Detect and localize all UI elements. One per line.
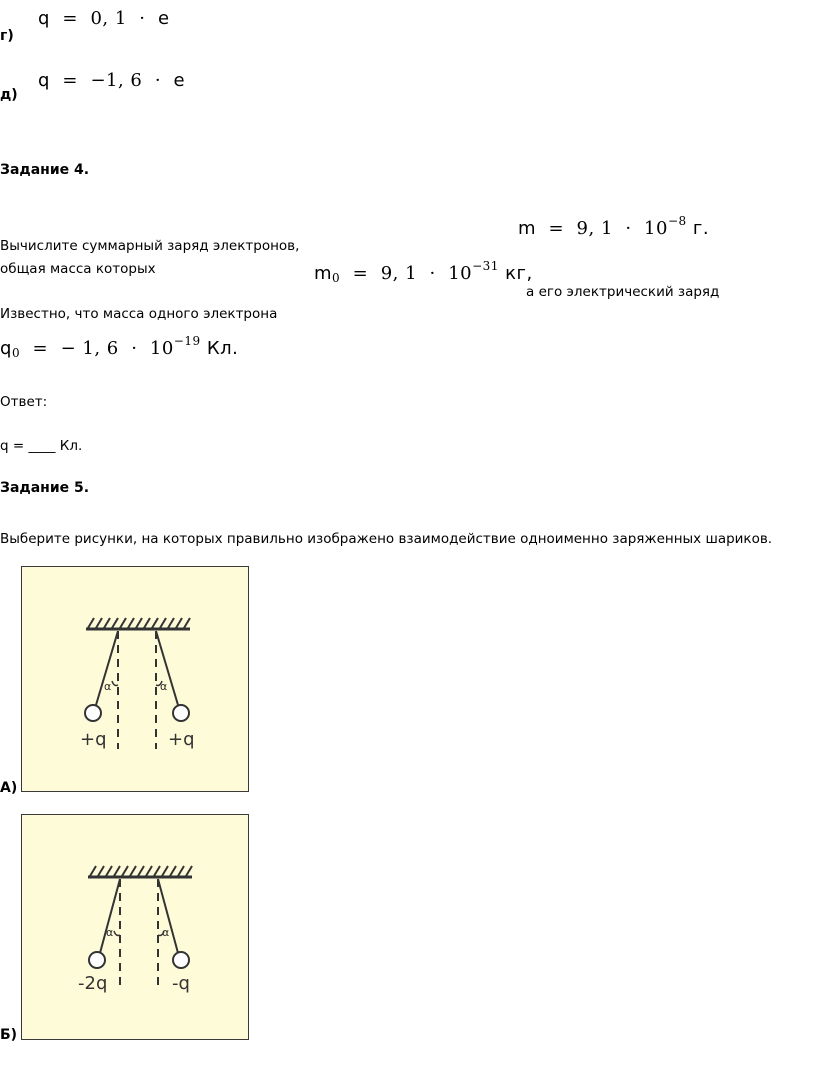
thread-right bbox=[158, 879, 178, 953]
formula-eq: = bbox=[548, 218, 565, 239]
thread-left bbox=[96, 631, 118, 705]
formula-base: 10 bbox=[149, 338, 174, 359]
formula-var: q bbox=[38, 8, 50, 29]
formula-unit: кг, bbox=[505, 263, 533, 284]
task4-answer-line: q = ____ Кл. bbox=[0, 438, 83, 454]
option-d-label: д) bbox=[0, 87, 18, 103]
formula-coef: 9, 1 bbox=[380, 263, 418, 284]
angle-label-left: α bbox=[106, 926, 114, 939]
formula-base: 10 bbox=[448, 263, 473, 284]
formula-unit: г. bbox=[692, 218, 710, 239]
option-g-label: г) bbox=[0, 28, 14, 44]
task4-q0-formula bbox=[0, 334, 238, 360]
formula-dot: · bbox=[625, 218, 632, 239]
task4-mass-formula bbox=[518, 214, 709, 239]
formula-var: q bbox=[38, 70, 50, 91]
angle-arc-left bbox=[112, 681, 118, 686]
formula-coef: 0, 1 bbox=[90, 8, 127, 29]
task4-title: Задание 4. bbox=[0, 162, 90, 178]
ball-left bbox=[89, 952, 105, 968]
charge-right: -q bbox=[172, 973, 190, 994]
figure-b-drawing bbox=[22, 815, 247, 1038]
formula-sub: 0 bbox=[332, 271, 341, 285]
formula-var: m bbox=[518, 218, 537, 239]
formula-unit: Кл. bbox=[206, 338, 239, 359]
formula-eq: = bbox=[62, 8, 78, 29]
formula-eq: = bbox=[32, 338, 49, 359]
task5-title: Задание 5. bbox=[0, 480, 90, 496]
angle-label-right: α bbox=[162, 926, 170, 939]
figure-b-label: Б) bbox=[0, 1027, 18, 1043]
formula-coef: − 1, 6 bbox=[60, 338, 119, 359]
task4-line1: Вычислите суммарный заряд электронов, bbox=[0, 238, 300, 254]
charge-left: +q bbox=[80, 729, 107, 750]
formula-coef: 9, 1 bbox=[576, 218, 613, 239]
ball-left bbox=[85, 705, 101, 721]
figure-a-label: А) bbox=[0, 780, 18, 796]
ceiling-hatch bbox=[90, 866, 192, 876]
option-d-formula bbox=[38, 70, 185, 91]
ceiling-hatch bbox=[88, 618, 190, 628]
formula-dot: · bbox=[154, 70, 162, 91]
formula-exp: −19 bbox=[173, 334, 201, 348]
charge-left: -2q bbox=[78, 973, 108, 994]
task4-charge-text: а его электрический заряд bbox=[526, 284, 720, 300]
thread-left bbox=[100, 879, 120, 953]
ball-right bbox=[173, 705, 189, 721]
charge-right: +q bbox=[168, 729, 195, 750]
figure-a[interactable] bbox=[21, 566, 249, 792]
formula-dot: · bbox=[131, 338, 138, 359]
formula-unit: e bbox=[173, 70, 186, 91]
formula-exp: −31 bbox=[472, 259, 499, 273]
task4-m0-formula bbox=[314, 259, 533, 285]
thread-right bbox=[156, 631, 178, 705]
angle-label-left: α bbox=[104, 680, 112, 693]
figure-a-drawing bbox=[22, 567, 247, 790]
task5-question: Выберите рисунки, на которых правильно изображено взаимодействие одноименно заряженных шариков. bbox=[0, 531, 773, 547]
formula-dot: · bbox=[139, 8, 146, 29]
formula-base: 10 bbox=[644, 218, 668, 239]
figure-b[interactable] bbox=[21, 814, 249, 1040]
task4-answer-label: Ответ: bbox=[0, 394, 48, 410]
formula-coef: −1, 6 bbox=[90, 70, 143, 91]
formula-sub: 0 bbox=[11, 346, 21, 360]
formula-eq: = bbox=[352, 263, 369, 284]
angle-arc-left bbox=[114, 931, 120, 936]
formula-exp: −8 bbox=[667, 214, 687, 228]
formula-eq: = bbox=[62, 70, 78, 91]
formula-var: q bbox=[0, 338, 12, 359]
formula-var: m bbox=[314, 263, 333, 284]
formula-unit: e bbox=[157, 8, 170, 29]
task4-line2: общая масса которых bbox=[0, 261, 156, 277]
angle-label-right: α bbox=[160, 680, 168, 693]
option-g-formula bbox=[38, 8, 170, 29]
formula-dot: · bbox=[429, 263, 436, 284]
ball-right bbox=[173, 952, 189, 968]
task4-known-text: Известно, что масса одного электрона bbox=[0, 306, 278, 322]
